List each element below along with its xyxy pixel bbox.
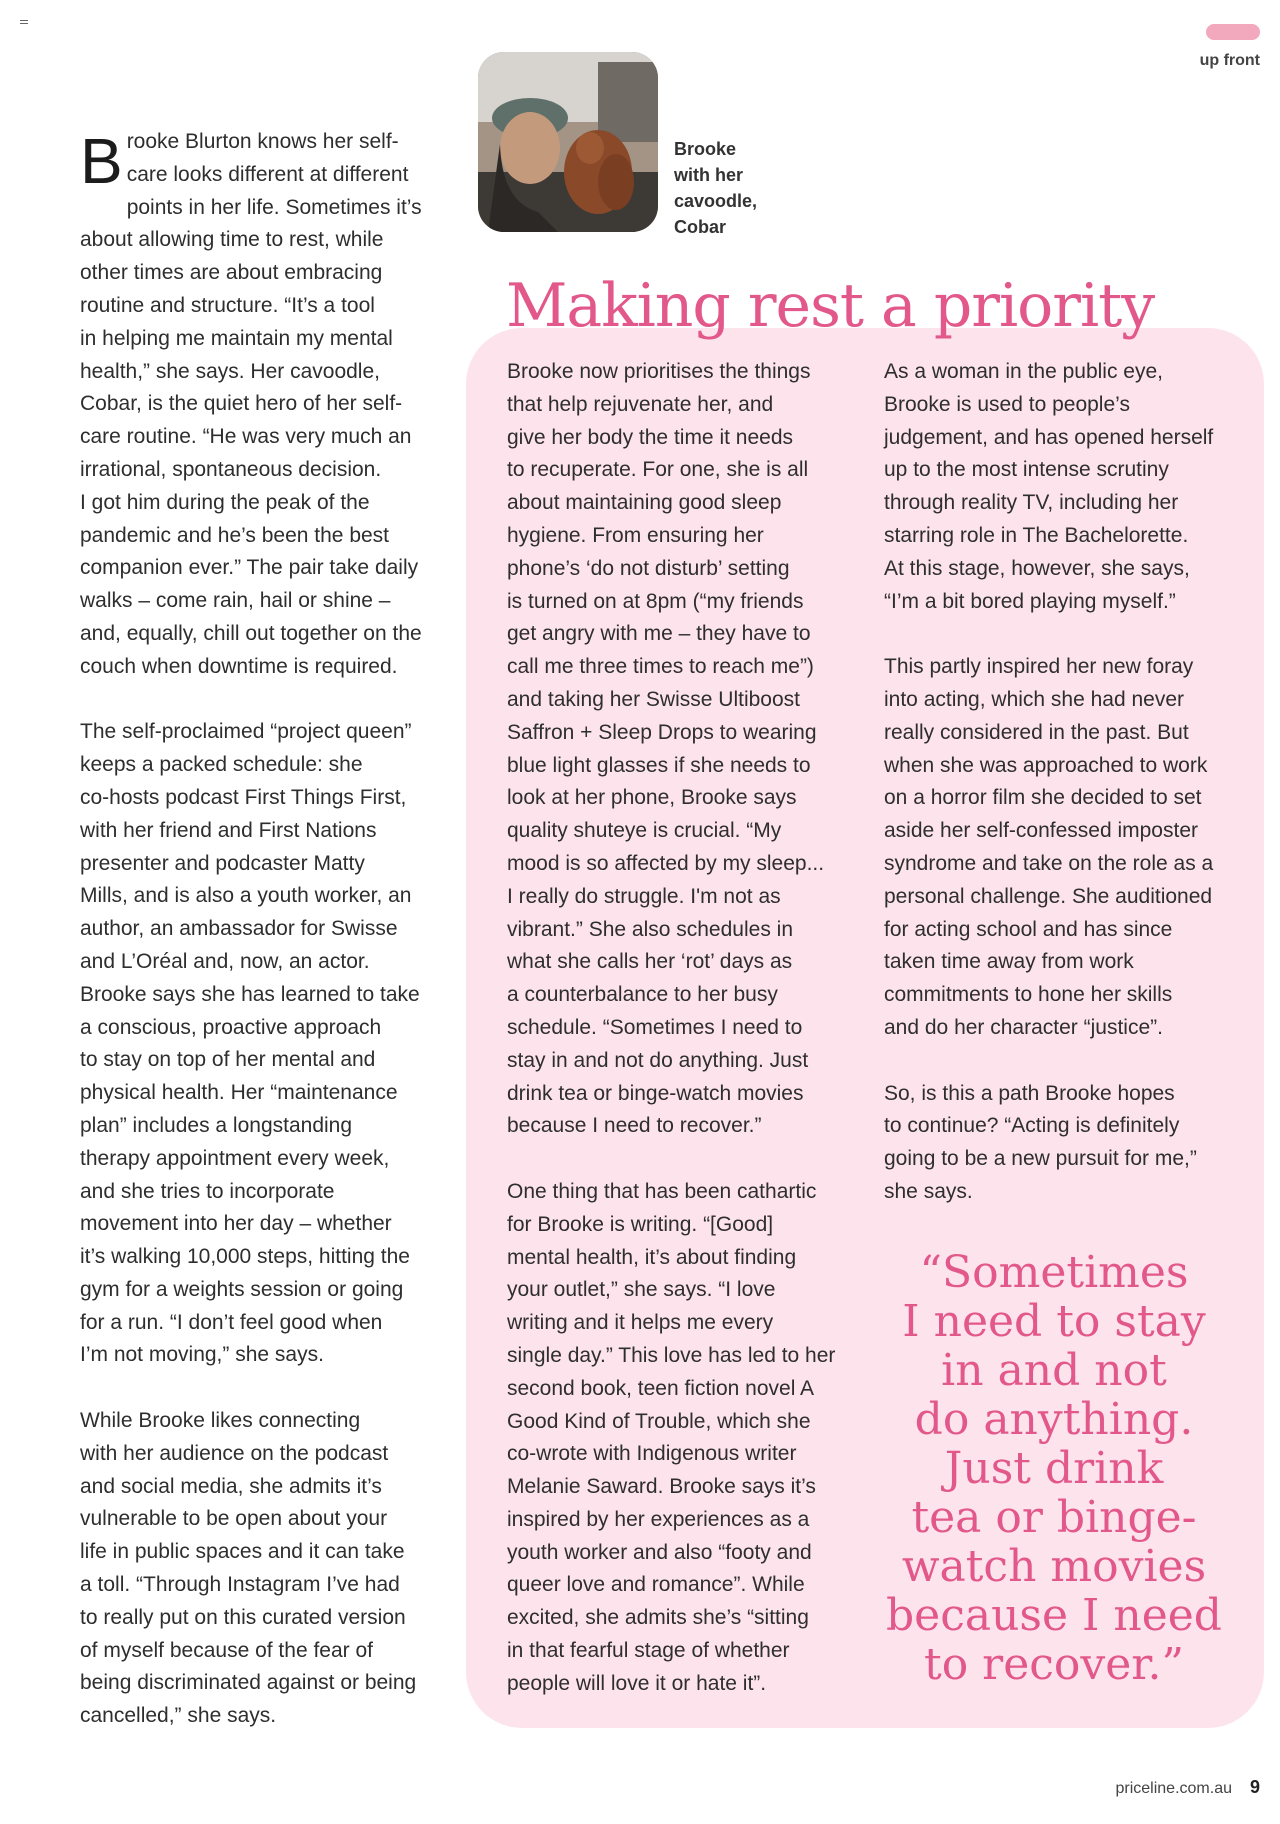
text-line: phone’s ‘do not disturb’ setting <box>507 556 790 580</box>
caption-line: Brooke <box>674 139 737 159</box>
paragraph <box>884 356 1213 618</box>
text-line: Cobar, is the quiet hero of her self- <box>80 392 403 416</box>
caption-line: Cobar <box>674 217 727 237</box>
text-line: Mills, and is also a youth worker, an <box>80 884 412 908</box>
text-line: routine and structure. “It’s a tool <box>80 293 375 317</box>
text-line: hygiene. From ensuring her <box>507 523 764 547</box>
text-line: into acting, which she had never <box>884 687 1185 711</box>
text-line: life in public spaces and it can take <box>80 1540 405 1564</box>
paragraph <box>80 1405 422 1733</box>
text-line: to recuperate. For one, she is all <box>507 458 809 482</box>
pull-quote-line: tea or binge- <box>911 1492 1197 1543</box>
text-line: drink tea or binge-watch movies <box>507 1081 804 1105</box>
text-line: I got him during the peak of the <box>80 490 370 514</box>
text-line: of myself because of the fear of <box>80 1638 373 1662</box>
text-line: other times are about embracing <box>80 261 383 285</box>
text-line: Saffron + Sleep Drops to wearing <box>507 720 817 744</box>
text-line: and, equally, chill out together on the <box>80 621 422 645</box>
text-line: taken time away from work <box>884 950 1134 974</box>
text-line: rooke Blurton knows her self- <box>126 130 399 153</box>
text-line: people will love it or hate it”. <box>507 1671 767 1695</box>
text-line: give her body the time it needs <box>507 425 794 449</box>
text-line: on a horror film she decided to set <box>884 786 1202 810</box>
text-line: look at her phone, Brooke says <box>507 786 797 810</box>
text-line: and taking her Swisse Ultiboost <box>507 687 800 711</box>
text-line: author, an ambassador for Swisse <box>80 917 398 941</box>
text-line: second book, teen fiction novel A <box>507 1376 815 1400</box>
text-line: for Brooke is writing. “[Good] <box>507 1212 774 1236</box>
text-line: and she tries to incorporate <box>80 1179 335 1203</box>
footer <box>1115 1777 1260 1798</box>
text-line: vulnerable to be open about your <box>80 1507 388 1531</box>
text-line: vibrant.” She also schedules in <box>507 917 793 941</box>
drop-cap: B <box>80 125 123 197</box>
caption-line: cavoodle, <box>674 191 758 211</box>
text-line: for acting school and has since <box>884 917 1173 941</box>
menu-icon[interactable] <box>20 20 28 28</box>
text-line: to continue? “Acting is definitely <box>884 1114 1180 1138</box>
pull-quote-line: do anything. <box>914 1394 1194 1445</box>
text-line: call me three times to reach me”) <box>507 655 814 679</box>
text-line: co-wrote with Indigenous writer <box>507 1442 797 1466</box>
pull-quote-line: “Sometimes <box>919 1247 1189 1298</box>
text-line: points in her life. Sometimes it’s <box>126 195 422 219</box>
text-line: irrational, spontaneous decision. <box>80 457 382 481</box>
text-line: because I need to recover.” <box>507 1114 762 1138</box>
text-line: care looks different at different <box>126 162 409 186</box>
text-line: schedule. “Sometimes I need to <box>507 1015 803 1039</box>
text-line: aside her self-confessed imposter <box>884 819 1198 843</box>
text-line: and social media, she admits it’s <box>80 1474 382 1498</box>
text-line: when she was approached to work <box>884 753 1208 777</box>
text-line: to stay on top of her mental and <box>80 1048 376 1072</box>
text-line: youth worker and also “footy and <box>507 1540 812 1564</box>
pull-quote-line: in and not <box>941 1345 1167 1396</box>
text-line: with her audience on the podcast <box>80 1441 389 1465</box>
text-line: At this stage, however, she says, <box>884 556 1190 580</box>
text-line: “I’m a bit bored playing myself.” <box>884 589 1176 613</box>
caption-line: with her <box>674 165 744 185</box>
text-line: quality shuteye is crucial. “My <box>507 819 782 843</box>
text-line: blue light glasses if she needs to <box>507 753 811 777</box>
text-line: Melanie Saward. Brooke says it’s <box>507 1475 816 1499</box>
text-line: about allowing time to rest, while <box>80 228 384 252</box>
text-line: gym for a weights session or going <box>80 1277 404 1301</box>
text-line: syndrome and take on the role as a <box>884 851 1214 875</box>
text-line: commitments to hone her skills <box>884 983 1173 1007</box>
paragraph <box>884 651 1213 1045</box>
text-line: a toll. “Through Instagram I’ve had <box>80 1573 400 1597</box>
text-line: companion ever.” The pair take daily <box>80 556 419 580</box>
text-line: physical health. Her “maintenance <box>80 1081 398 1105</box>
text-line: excited, she admits she’s “sitting <box>507 1606 809 1630</box>
footer-site[interactable]: priceline.com.au <box>1115 1780 1232 1797</box>
text-line: While Brooke likes connecting <box>80 1409 361 1433</box>
text-line: Brooke is used to people’s <box>884 392 1130 416</box>
text-line: Good Kind of Trouble, which she <box>507 1409 811 1433</box>
text-line: inspired by her experiences as a <box>507 1507 810 1531</box>
text-line: pandemic and he’s been the best <box>80 523 390 547</box>
text-line: One thing that has been cathartic <box>507 1179 817 1203</box>
paragraph <box>507 356 835 1143</box>
text-line: presenter and podcaster Matty <box>80 851 365 875</box>
text-line: being discriminated against or being <box>80 1671 417 1695</box>
text-line: writing and it helps me every <box>507 1311 774 1335</box>
text-line: with her friend and First Nations <box>80 818 377 842</box>
text-line: going to be a new pursuit for me,” <box>884 1147 1197 1171</box>
text-line: and L’Oréal and, now, an actor. <box>80 949 370 973</box>
paragraph <box>80 716 422 1372</box>
text-line: personal challenge. She auditioned <box>884 884 1213 908</box>
text-line: single day.” This love has led to her <box>507 1343 836 1367</box>
text-line: in helping me maintain my mental <box>80 326 393 350</box>
pull-quote-line: because I need <box>886 1590 1222 1641</box>
text-line: it’s walking 10,000 steps, hitting the <box>80 1245 410 1269</box>
text-line: queer love and romance”. While <box>507 1573 805 1597</box>
text-line: co-hosts podcast First Things First, <box>80 785 407 809</box>
text-line: up to the most intense scrutiny <box>884 458 1169 482</box>
paragraph <box>507 1176 835 1701</box>
text-line: a counterbalance to her busy <box>507 983 778 1007</box>
pull-quote-line: to recover.” <box>924 1639 1184 1690</box>
text-line: I’m not moving,” she says. <box>80 1343 324 1367</box>
text-line: As a woman in the public eye, <box>884 360 1163 383</box>
text-line: keeps a packed schedule: she <box>80 753 363 777</box>
text-line: that help rejuvenate her, and <box>507 392 774 416</box>
text-line: I really do struggle. I'm not as <box>507 884 781 908</box>
text-line: is turned on at 8pm (“my friends <box>507 589 804 613</box>
text-line: plan” includes a longstanding <box>80 1113 353 1137</box>
section-label: up front <box>1199 52 1260 69</box>
text-line: This partly inspired her new foray <box>884 655 1194 679</box>
text-line: get angry with me – they have to <box>507 622 811 646</box>
column-2 <box>507 356 835 1733</box>
text-line: mood is so affected by my sleep... <box>507 851 825 875</box>
text-line: couch when downtime is required. <box>80 654 398 678</box>
page-number: 9 <box>1249 1777 1260 1797</box>
text-line: walks – come rain, hail or shine – <box>80 589 391 613</box>
text-line: about maintaining good sleep <box>507 491 782 515</box>
text-line: really considered in the past. But <box>884 720 1189 744</box>
pull-quote-line: Just drink <box>944 1443 1164 1494</box>
text-line: movement into her day – whether <box>80 1212 392 1236</box>
column-3 <box>884 356 1213 1242</box>
text-line: cancelled,” she says. <box>80 1704 277 1728</box>
text-line: through reality TV, including her <box>884 491 1179 515</box>
text-line: health,” she says. Her cavoodle, <box>80 359 380 383</box>
text-line: mental health, it’s about finding <box>507 1245 797 1269</box>
pull-quote <box>884 1248 1224 1689</box>
text-line: Brooke says she has learned to take <box>80 982 420 1006</box>
column-1 <box>80 126 422 1766</box>
text-line: So, is this a path Brooke hopes <box>884 1081 1175 1105</box>
text-line: judgement, and has opened herself <box>884 425 1214 449</box>
photo-caption <box>674 136 757 240</box>
section-tag-pill <box>1206 24 1260 40</box>
headline: Making rest a priority <box>506 271 1155 341</box>
pull-quote-line: watch movies <box>901 1541 1207 1592</box>
brooke-cobar-photo <box>478 52 658 232</box>
text-line: Brooke now prioritises the things <box>507 360 811 383</box>
pull-quote-line: I need to stay <box>902 1296 1206 1347</box>
text-line: in that fearful stage of whether <box>507 1639 790 1663</box>
text-line: to really put on this curated version <box>80 1605 406 1629</box>
text-line: she says. <box>884 1179 973 1203</box>
text-line: and do her character “justice”. <box>884 1015 1163 1039</box>
text-line: starring role in The Bachelorette. <box>884 523 1189 547</box>
paragraph <box>884 1078 1213 1209</box>
text-line: a conscious, proactive approach <box>80 1015 382 1039</box>
text-line: The self-proclaimed “project queen” <box>80 720 412 744</box>
text-line: stay in and not do anything. Just <box>507 1048 809 1072</box>
text-line: for a run. “I don’t feel good when <box>80 1310 383 1334</box>
text-line: what she calls her ‘rot’ days as <box>507 950 793 974</box>
text-line: therapy appointment every week, <box>80 1146 390 1170</box>
paragraph <box>80 126 422 684</box>
text-line: care routine. “He was very much an <box>80 425 412 449</box>
text-line: your outlet,” she says. “I love <box>507 1278 776 1302</box>
